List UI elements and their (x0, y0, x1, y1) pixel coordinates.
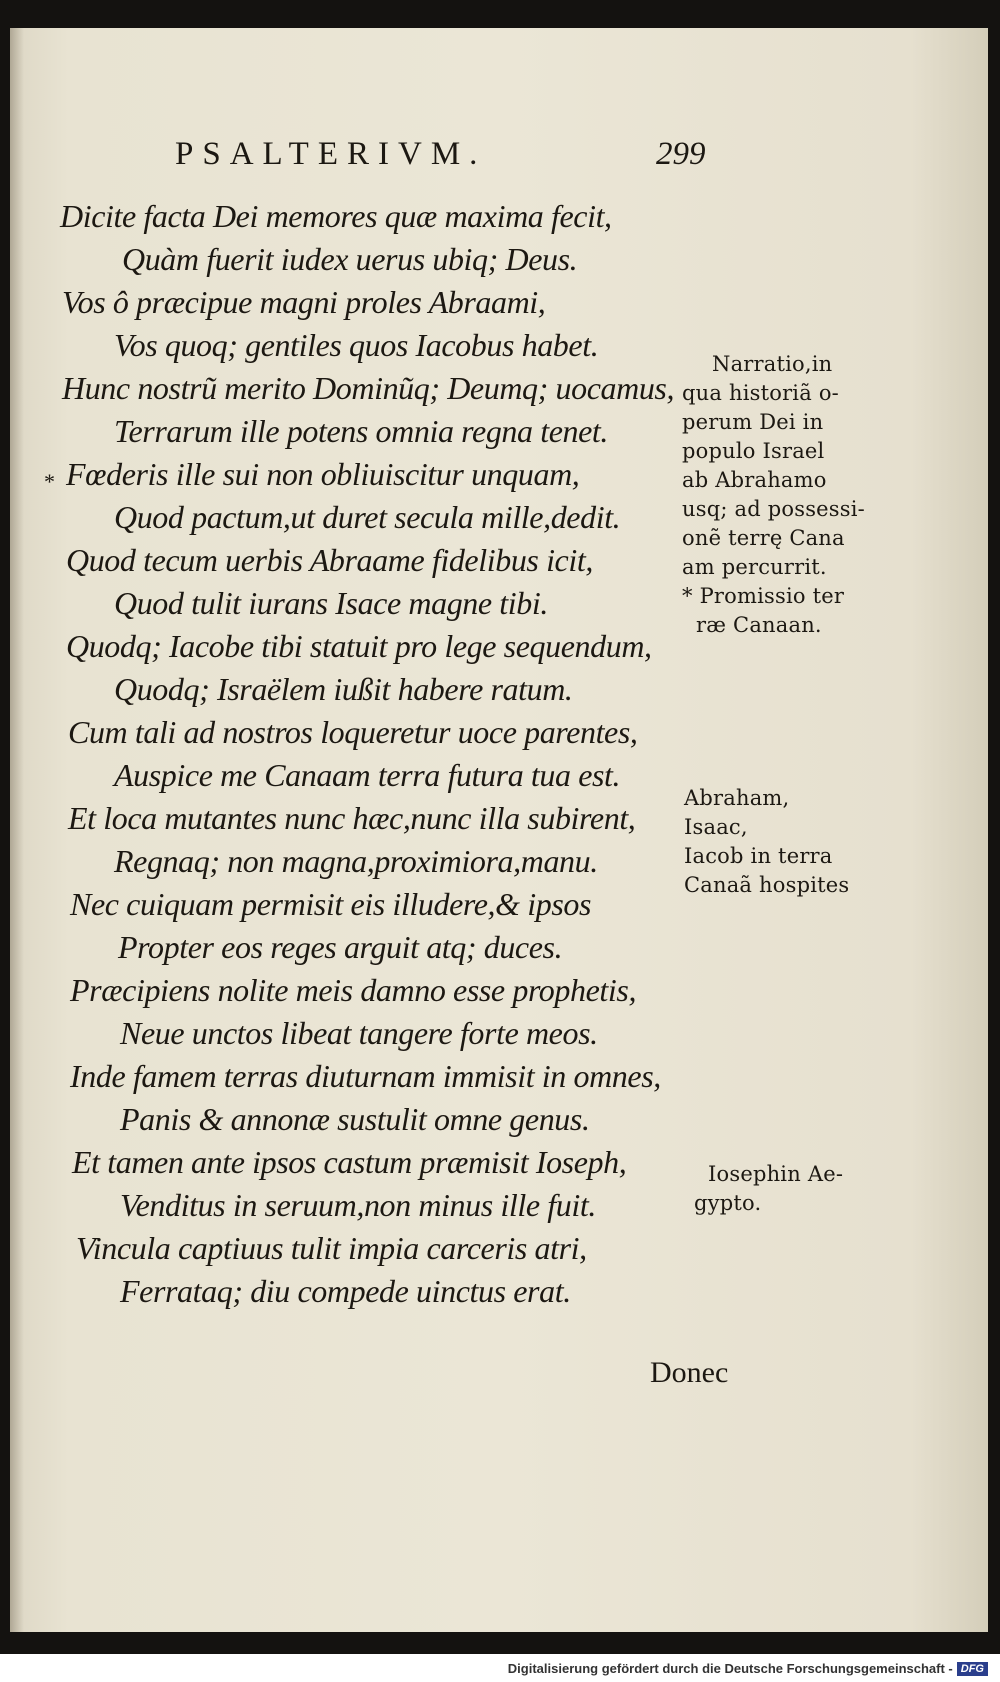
page-number: 299 (656, 136, 706, 172)
verse-line: Inde famem terras diuturnam immisit in omnes, (70, 1058, 661, 1094)
margin-note-line: onẽ terrę Cana (682, 526, 845, 550)
margin-note-line: am percurrit. (682, 555, 827, 579)
margin-note-line: ab Abrahamo (682, 468, 827, 492)
running-head: PSALTERIVM. (175, 136, 487, 172)
verse-line: Nec cuiquam permisit eis illudere,& ipsos (70, 886, 592, 922)
verse-line: Et loca mutantes nunc hæc,nunc illa subirent, (68, 800, 636, 836)
verse-line: Terrarum ille potens omnia regna tenet. (114, 413, 609, 449)
margin-note-line: Iosephin Ae- (708, 1162, 844, 1186)
verse-line: Vos quoq; gentiles quos Iacobus habet. (114, 327, 599, 363)
verse-line: Neue unctos libeat tangere forte meos. (120, 1015, 598, 1051)
verse-line: Fœderis ille sui non obliuiscitur unquam, (66, 456, 580, 492)
verse-line: Regnaq; non magna,proximiora,manu. (114, 843, 598, 879)
catchword: Donec (650, 1356, 729, 1389)
verse-line: Auspice me Canaam terra futura tua est. (114, 757, 621, 793)
verse-line: Præcipiens nolite meis damno esse prophetis, (70, 972, 637, 1008)
verse-line: Hunc nostrũ merito Dominũq; Deumq; uocamus, (62, 370, 675, 406)
margin-note-hospites (684, 784, 849, 900)
margin-note-line: Isaac, (684, 815, 748, 839)
margin-note-line: perum Dei in (682, 410, 824, 434)
margin-note-line: ræ Canaan. (696, 613, 822, 637)
verse-line: Et tamen ante ipsos castum præmisit Ioseph, (72, 1144, 627, 1180)
verse-line: Cum tali ad nostros loqueretur uoce parentes, (68, 714, 638, 750)
verse-line: Quàm fuerit iudex uerus ubiq; Deus. (122, 241, 578, 277)
margin-note-line: Iacob in terra (684, 844, 833, 868)
margin-note-ioseph (694, 1160, 843, 1218)
verse-line: Quodq; Israëlem iußit habere ratum. (114, 671, 573, 707)
credit-text: Digitalisierung gefördert durch die Deutsche Forschungsgemeinschaft - (507, 1661, 953, 1676)
verse-line: Panis & annonæ sustulit omne genus. (120, 1101, 590, 1137)
digitization-credit (508, 1661, 988, 1676)
asterisk-mark: * (44, 469, 55, 494)
dfg-logo: DFG (957, 1662, 988, 1676)
margin-note-narratio (682, 350, 865, 640)
page-gutter-shadow (10, 28, 24, 1632)
verse-line: Vincula captiuus tulit impia carceris atri, (76, 1230, 587, 1266)
margin-note-line: Canaã hospites (684, 873, 850, 897)
verse-line: Dicite facta Dei memores quæ maxima fecit, (60, 198, 612, 234)
verse-line: Propter eos reges arguit atq; duces. (118, 929, 563, 965)
verse-line: Quod tulit iurans Isace magne tibi. (114, 585, 548, 621)
margin-note-line: * Promissio ter (682, 584, 845, 608)
verse-line: Quod pactum,ut duret secula mille,dedit. (114, 499, 621, 535)
verse-line: Quodq; Iacobe tibi statuit pro lege sequendum, (66, 628, 652, 664)
margin-note-line: gypto. (694, 1191, 762, 1215)
verse-line: Vos ô præcipue magni proles Abraami, (62, 284, 546, 320)
verse-line: Venditus in seruum,non minus ille fuit. (120, 1187, 596, 1223)
margin-note-line: usq; ad possessi- (682, 497, 865, 521)
verse-line: Quod tecum uerbis Abraame fidelibus icit, (66, 542, 593, 578)
margin-note-line: Narratio,in (712, 352, 833, 376)
verse-line: Ferrataq; diu compede uinctus erat. (120, 1273, 571, 1309)
margin-note-line: Abraham, (684, 786, 790, 810)
margin-note-line: populo Israel (682, 439, 825, 463)
book-page (10, 28, 988, 1632)
margin-note-line: qua historiã o- (682, 381, 839, 405)
